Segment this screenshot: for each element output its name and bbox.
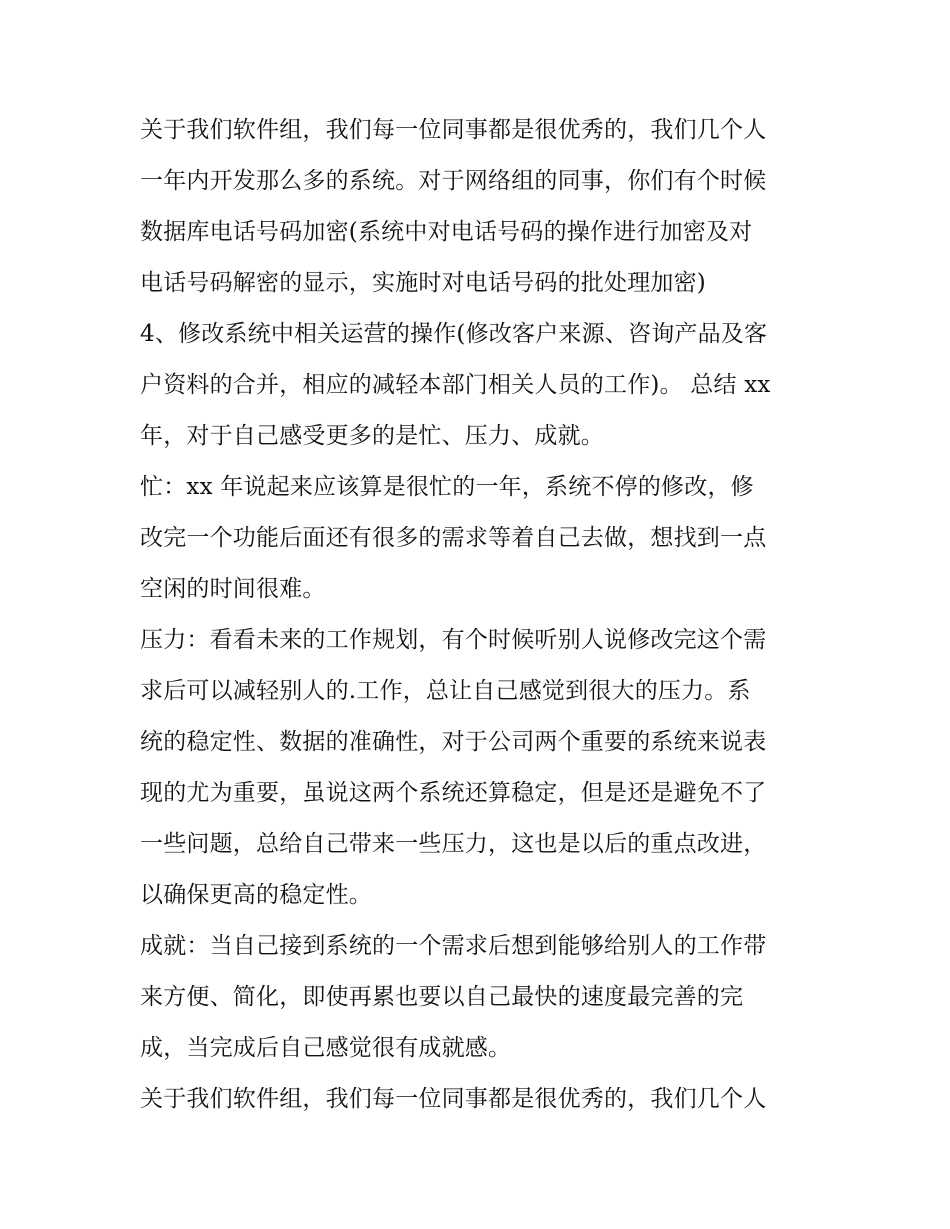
text-line: 一些问题，总给自己带来一些压力，这也是以后的重点改进， — [140, 831, 767, 857]
text-line: 压力：看看未来的工作规划，有个时候听别人说修改完这个需 — [140, 627, 767, 653]
text-line: 一年内开发那么多的系统。对于网络组的同事，你们有个时候 — [140, 168, 767, 194]
document-body — [140, 105, 820, 1125]
text-line: 成就：当自己接到系统的一个需求后想到能够给别人的工作带 — [140, 933, 767, 959]
text-line: 电话号码解密的显示，实施时对电话号码的批处理加密) — [140, 270, 706, 296]
text-line: 以确保更高的稳定性。 — [140, 882, 372, 908]
text-line: 数据库电话号码加密(系统中对电话号码的操作进行加密及对 — [140, 219, 753, 245]
text-line: 求后可以减轻别人的.工作，总让自己感觉到很大的压力。系 — [140, 678, 751, 704]
text-line: 统的稳定性、数据的准确性，对于公司两个重要的系统来说表 — [140, 729, 767, 755]
text-line: 现的尤为重要，虽说这两个系统还算稳定，但是还是避免不了 — [140, 780, 767, 806]
text-line: 关于我们软件组，我们每一位同事都是很优秀的，我们几个人 — [140, 117, 767, 143]
text-line: 改完一个功能后面还有很多的需求等着自己去做，想找到一点 — [140, 525, 767, 551]
text-line: 关于我们软件组，我们每一位同事都是很优秀的，我们几个人 — [140, 1086, 767, 1112]
text-line: 来方便、简化，即使再累也要以自己最快的速度最完善的完 — [140, 984, 744, 1010]
text-line: 户资料的合并，相应的减轻本部门相关人员的工作)。 总结 xx — [140, 372, 771, 398]
text-line: 4、修改系统中相关运营的操作(修改客户来源、咨询产品及客 — [140, 321, 768, 347]
text-line: 忙：xx 年说起来应该算是很忙的一年，系统不停的修改，修 — [140, 474, 754, 500]
text-line: 空闲的时间很难。 — [140, 576, 326, 602]
text-line: 年，对于自己感受更多的是忙、压力、成就。 — [140, 423, 604, 449]
text-line: 成，当完成后自己感觉很有成就感。 — [140, 1035, 512, 1061]
